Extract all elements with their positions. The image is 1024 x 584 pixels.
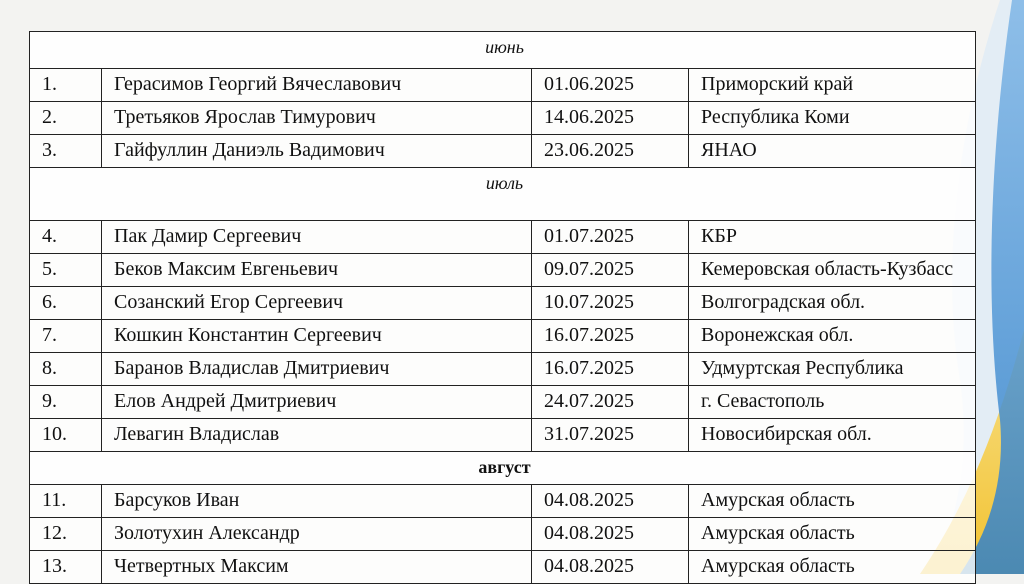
cell-region: Кемеровская область-Кузбасс: [689, 254, 976, 287]
cell-region: Удмуртская Республика: [689, 353, 976, 386]
cell-num: 2.: [30, 102, 102, 135]
cell-date: 01.07.2025: [532, 221, 689, 254]
cell-region: КБР: [689, 221, 976, 254]
table-row: [30, 353, 976, 386]
cell-name: Пак Дамир Сергеевич: [102, 221, 532, 254]
month-header-row: [30, 452, 976, 485]
cell-region: ЯНАО: [689, 135, 976, 168]
cell-date: 23.06.2025: [532, 135, 689, 168]
cell-name: Беков Максим Евгеньевич: [102, 254, 532, 287]
cell-region: Новосибирская обл.: [689, 419, 976, 452]
cell-date: 24.07.2025: [532, 386, 689, 419]
cell-date: 10.07.2025: [532, 287, 689, 320]
cell-region: Приморский край: [689, 69, 976, 102]
cell-name: Елов Андрей Дмитриевич: [102, 386, 532, 419]
cell-region: Волгоградская обл.: [689, 287, 976, 320]
cell-date: 04.08.2025: [532, 518, 689, 551]
table-row: [30, 135, 976, 168]
table-row: [30, 254, 976, 287]
table-row: [30, 221, 976, 254]
cell-num: 10.: [30, 419, 102, 452]
cell-name: Золотухин Александр: [102, 518, 532, 551]
cell-date: 09.07.2025: [532, 254, 689, 287]
cell-date: 01.06.2025: [532, 69, 689, 102]
cell-num: 7.: [30, 320, 102, 353]
cell-name: Гайфуллин Даниэль Вадимович: [102, 135, 532, 168]
cell-num: 5.: [30, 254, 102, 287]
cell-region: Амурская область: [689, 485, 976, 518]
cell-num: 8.: [30, 353, 102, 386]
cell-num: 6.: [30, 287, 102, 320]
cell-name: Барсуков Иван: [102, 485, 532, 518]
schedule-sheet: [29, 31, 975, 584]
cell-name: Левагин Владислав: [102, 419, 532, 452]
month-label: июль: [30, 168, 976, 221]
cell-name: Герасимов Георгий Вячеславович: [102, 69, 532, 102]
table-row: [30, 551, 976, 584]
cell-region: г. Севастополь: [689, 386, 976, 419]
cell-date: 16.07.2025: [532, 320, 689, 353]
month-label: июнь: [30, 32, 976, 69]
cell-name: Третьяков Ярослав Тимурович: [102, 102, 532, 135]
schedule-table: [29, 31, 976, 584]
cell-num: 9.: [30, 386, 102, 419]
table-row: [30, 102, 976, 135]
cell-num: 13.: [30, 551, 102, 584]
cell-name: Кошкин Константин Сергеевич: [102, 320, 532, 353]
table-row: [30, 69, 976, 102]
cell-date: 31.07.2025: [532, 419, 689, 452]
table-row: [30, 419, 976, 452]
table-row: [30, 485, 976, 518]
month-header-row: [30, 32, 976, 69]
cell-region: Республика Коми: [689, 102, 976, 135]
cell-name: Четвертных Максим: [102, 551, 532, 584]
cell-num: 1.: [30, 69, 102, 102]
cell-num: 4.: [30, 221, 102, 254]
cell-region: Воронежская обл.: [689, 320, 976, 353]
table-row: [30, 287, 976, 320]
month-header-row: [30, 168, 976, 221]
cell-date: 14.06.2025: [532, 102, 689, 135]
table-row: [30, 320, 976, 353]
cell-name: Баранов Владислав Дмитриевич: [102, 353, 532, 386]
cell-date: 16.07.2025: [532, 353, 689, 386]
cell-name: Созанский Егор Сергеевич: [102, 287, 532, 320]
cell-num: 3.: [30, 135, 102, 168]
cell-num: 11.: [30, 485, 102, 518]
cell-region: Амурская область: [689, 551, 976, 584]
cell-date: 04.08.2025: [532, 551, 689, 584]
table-row: [30, 386, 976, 419]
cell-date: 04.08.2025: [532, 485, 689, 518]
cell-num: 12.: [30, 518, 102, 551]
table-row: [30, 518, 976, 551]
month-label: август: [30, 452, 976, 485]
cell-region: Амурская область: [689, 518, 976, 551]
